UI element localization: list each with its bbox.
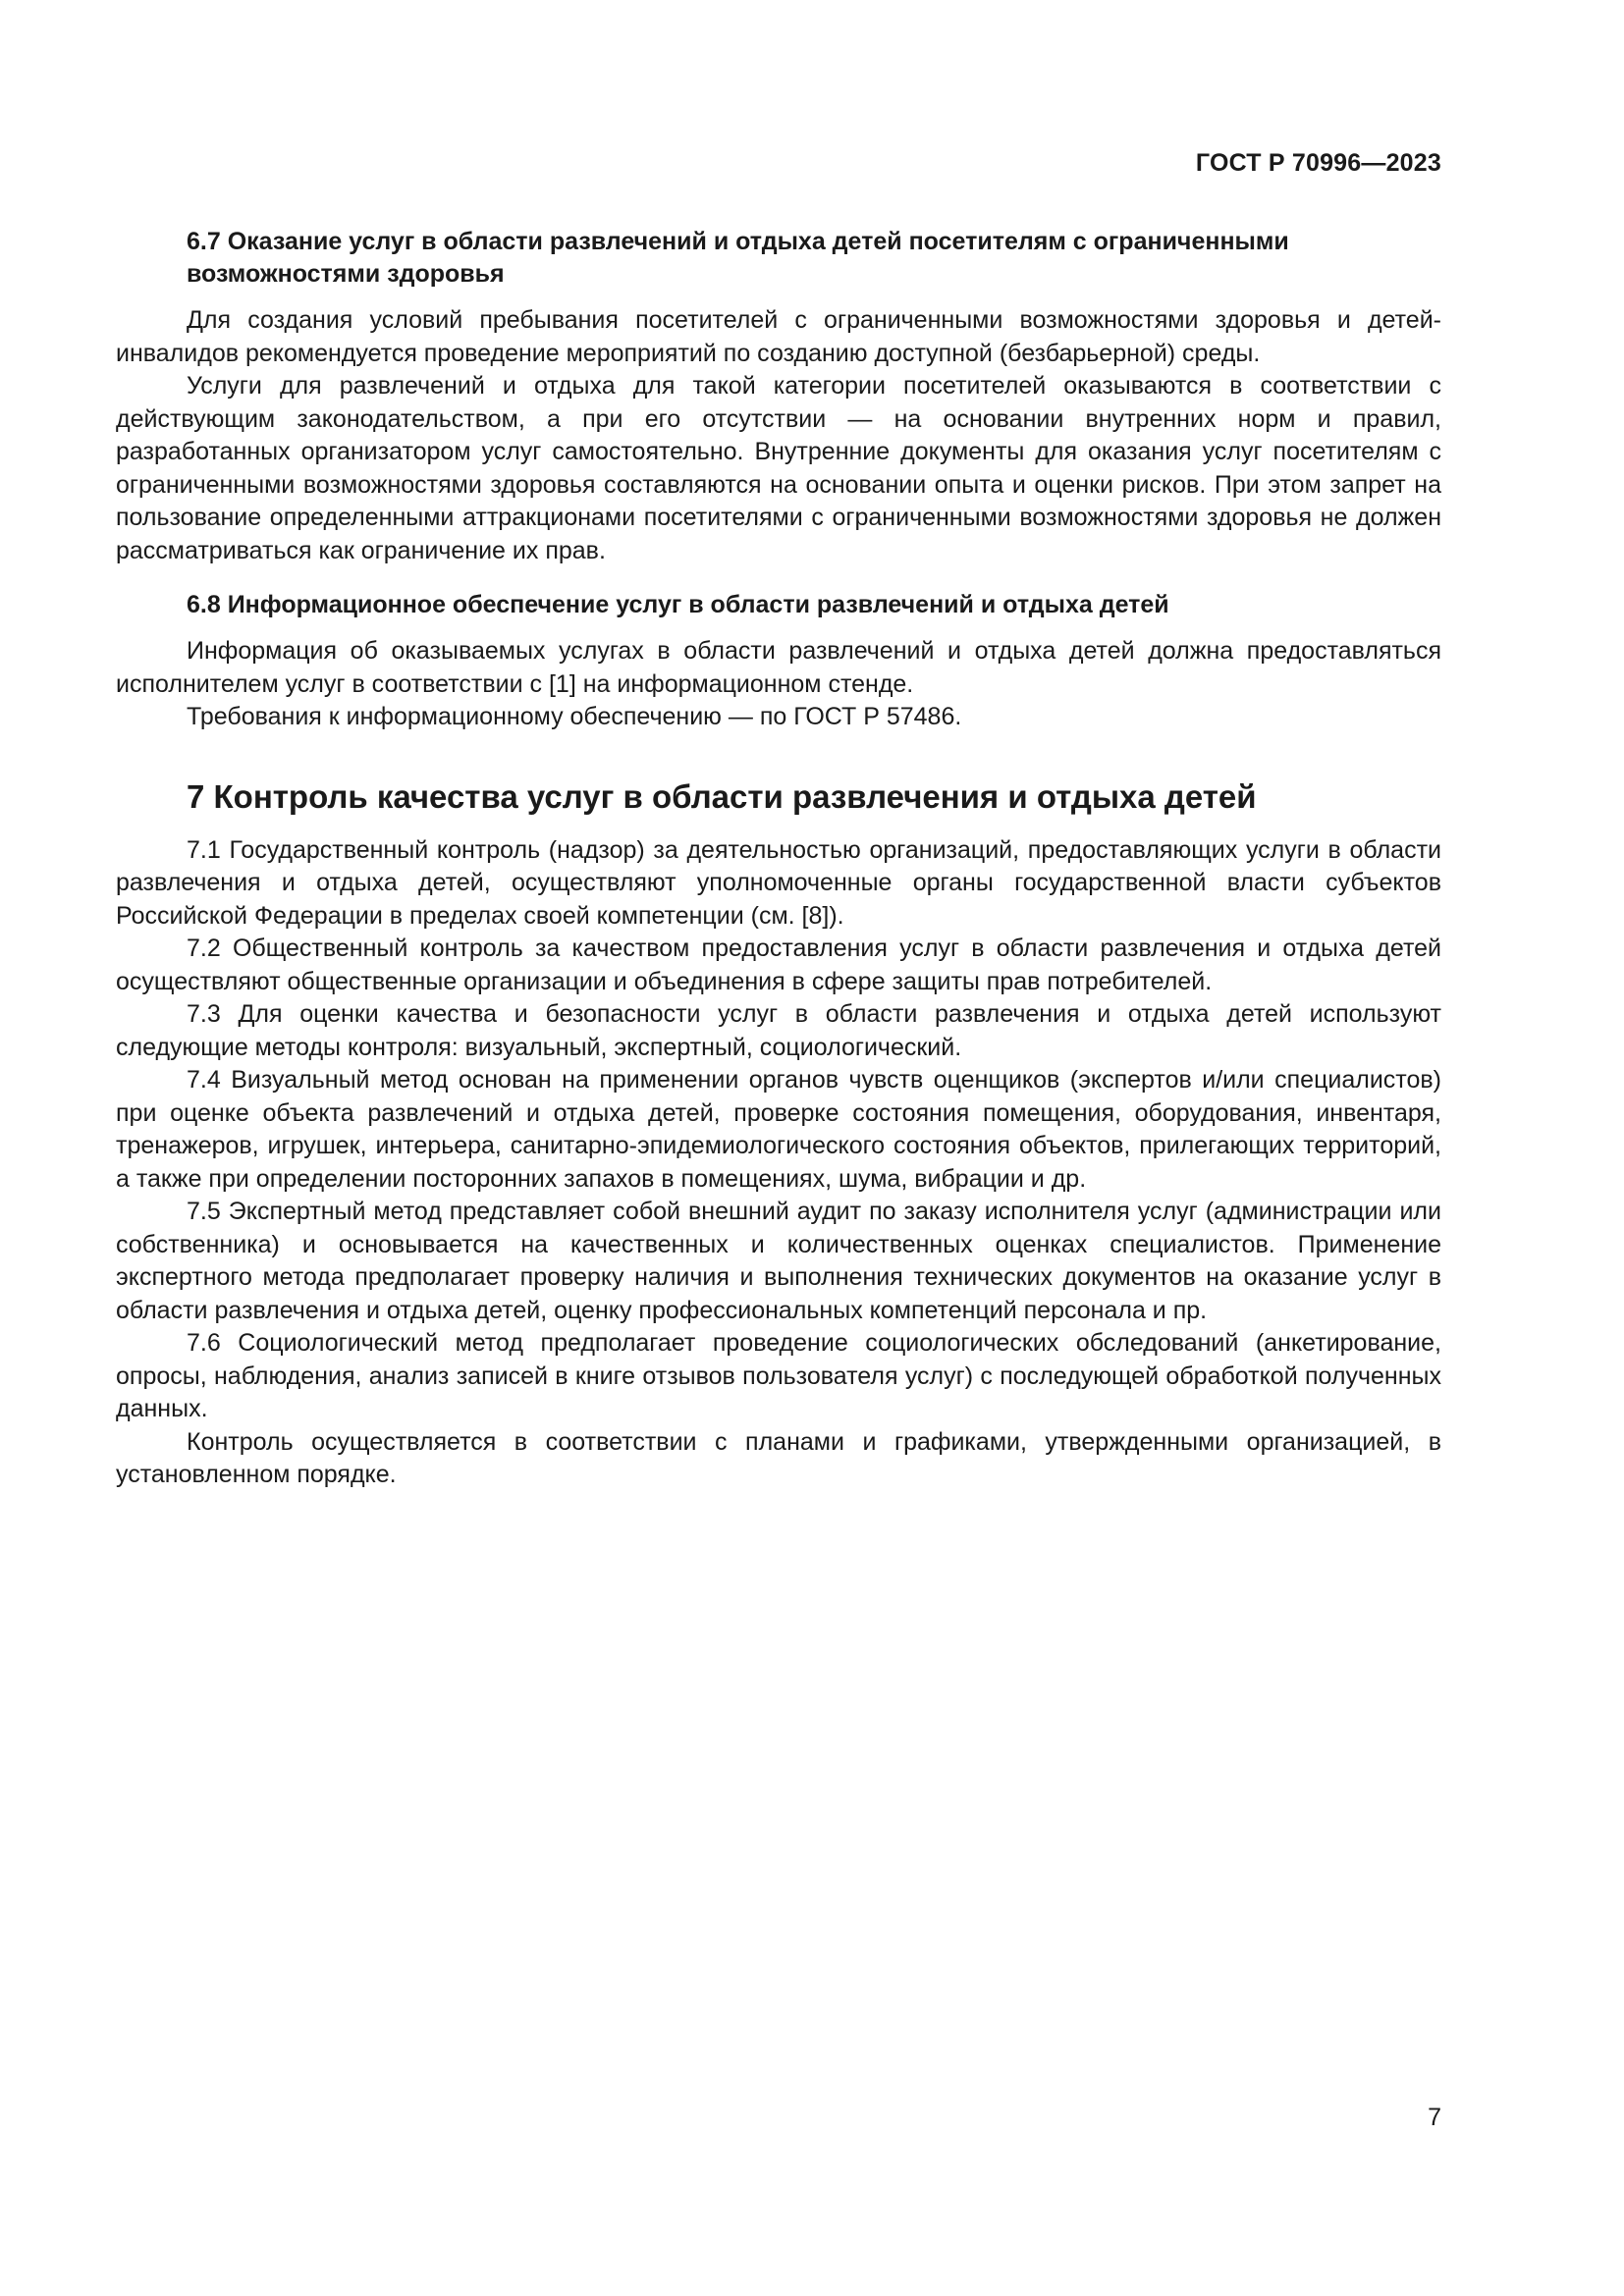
subsection-6-7-paragraph: Для создания условий пребывания посетителей с ограниченными возможностями здоровья и детей-инвалидов рекомендуется проведение мероприятий по созданию доступной (безбарьерной) среды. <box>116 306 1441 367</box>
section-7-paragraph: 7.2 Общественный контроль за качеством предоставления услуг в области развлечения и отдыха детей осуществляют общественные организации и объединения в сфере защиты прав потребителей. <box>116 934 1441 995</box>
section-7-title: 7 Контроль качества услуг в области развлечения и отдыха детей <box>187 777 1257 815</box>
subsection-6-8-paragraph: Информация об оказываемых услугах в области развлечений и отдыха детей должна предоставляться исполнителем услуг в соответствии с [1] на информационном стенде. <box>116 637 1441 698</box>
document-body <box>116 226 1441 1492</box>
subsection-6-8-title: 6.8 Информационное обеспечение услуг в области развлечений и отдыха детей <box>187 591 1169 618</box>
section-7-paragraph: 7.4 Визуальный метод основан на применении органов чувств оценщиков (экспертов и/или специалистов) при оценке объекта развлечений и отдыха детей, проверке состояния помещения, оборудования, инвентаря, тренажеров, игрушек, интерьера, санитарно-эпидемиологического состояния объектов, прилегающих территорий, а также при определении посторонних запахов в помещениях, шума, вибрации и др. <box>116 1066 1441 1193</box>
subsection-6-7-paragraph: Услуги для развлечений и отдыха для такой категории посетителей оказываются в соответствии с действующим законодательством, а при его отсутствии — на основании внутренних норм и правил, разработанных организатором услуг самостоятельно. Внутренние документы для оказания услуг посетителям с ограниченными возможностями здоровья составляются на основании опыта и оценки рисков. При этом запрет на пользование определенными аттракционами посетителями с ограниченными возможностями здоровья не должен рассматриваться как ограничение их прав. <box>116 372 1441 564</box>
page-number: 7 <box>1428 2104 1441 2131</box>
standard-code: ГОСТ Р 70996—2023 <box>1195 149 1441 177</box>
section-7-paragraph: 7.1 Государственный контроль (надзор) за деятельностью организаций, предоставляющих услуги в области развлечения и отдыха детей, осуществляют уполномоченные органы государственной власти субъектов Российской Федерации в пределах своей компетенции (см. [8]). <box>116 835 1441 930</box>
subsection-6-7-title: 6.7 Оказание услуг в области развлечений и отдыха детей посетителям с ограниченными возможностями здоровья <box>187 228 1289 288</box>
subsection-6-8-paragraph: Требования к информационному обеспечению — по ГОСТ Р 57486. <box>187 703 962 730</box>
section-7-paragraph: Контроль осуществляется в соответствии с планами и графиками, утвержденными организацией, в установленном порядке. <box>116 1427 1441 1488</box>
section-7-paragraph: 7.5 Экспертный метод представляет собой внешний аудит по заказу исполнителя услуг (администрации или собственника) и основывается на качественных и количественных оценках специалистов. Применение экспертного метода предполагает проверку наличия и выполнения технических документов на оказание услуг в области развлечения и отдыха детей, оценку профессиональных компетенций персонала и пр. <box>116 1198 1441 1324</box>
section-7-paragraph: 7.6 Социологический метод предполагает проведение социологических обследований (анкетирование, опросы, наблюдения, анализ записей в книге отзывов пользователя услуг) с последующей обработкой полученных данных. <box>116 1329 1441 1422</box>
section-7-paragraph: 7.3 Для оценки качества и безопасности услуг в области развлечения и отдыха детей используют следующие методы контроля: визуальный, экспертный, социологический. <box>116 1000 1441 1061</box>
